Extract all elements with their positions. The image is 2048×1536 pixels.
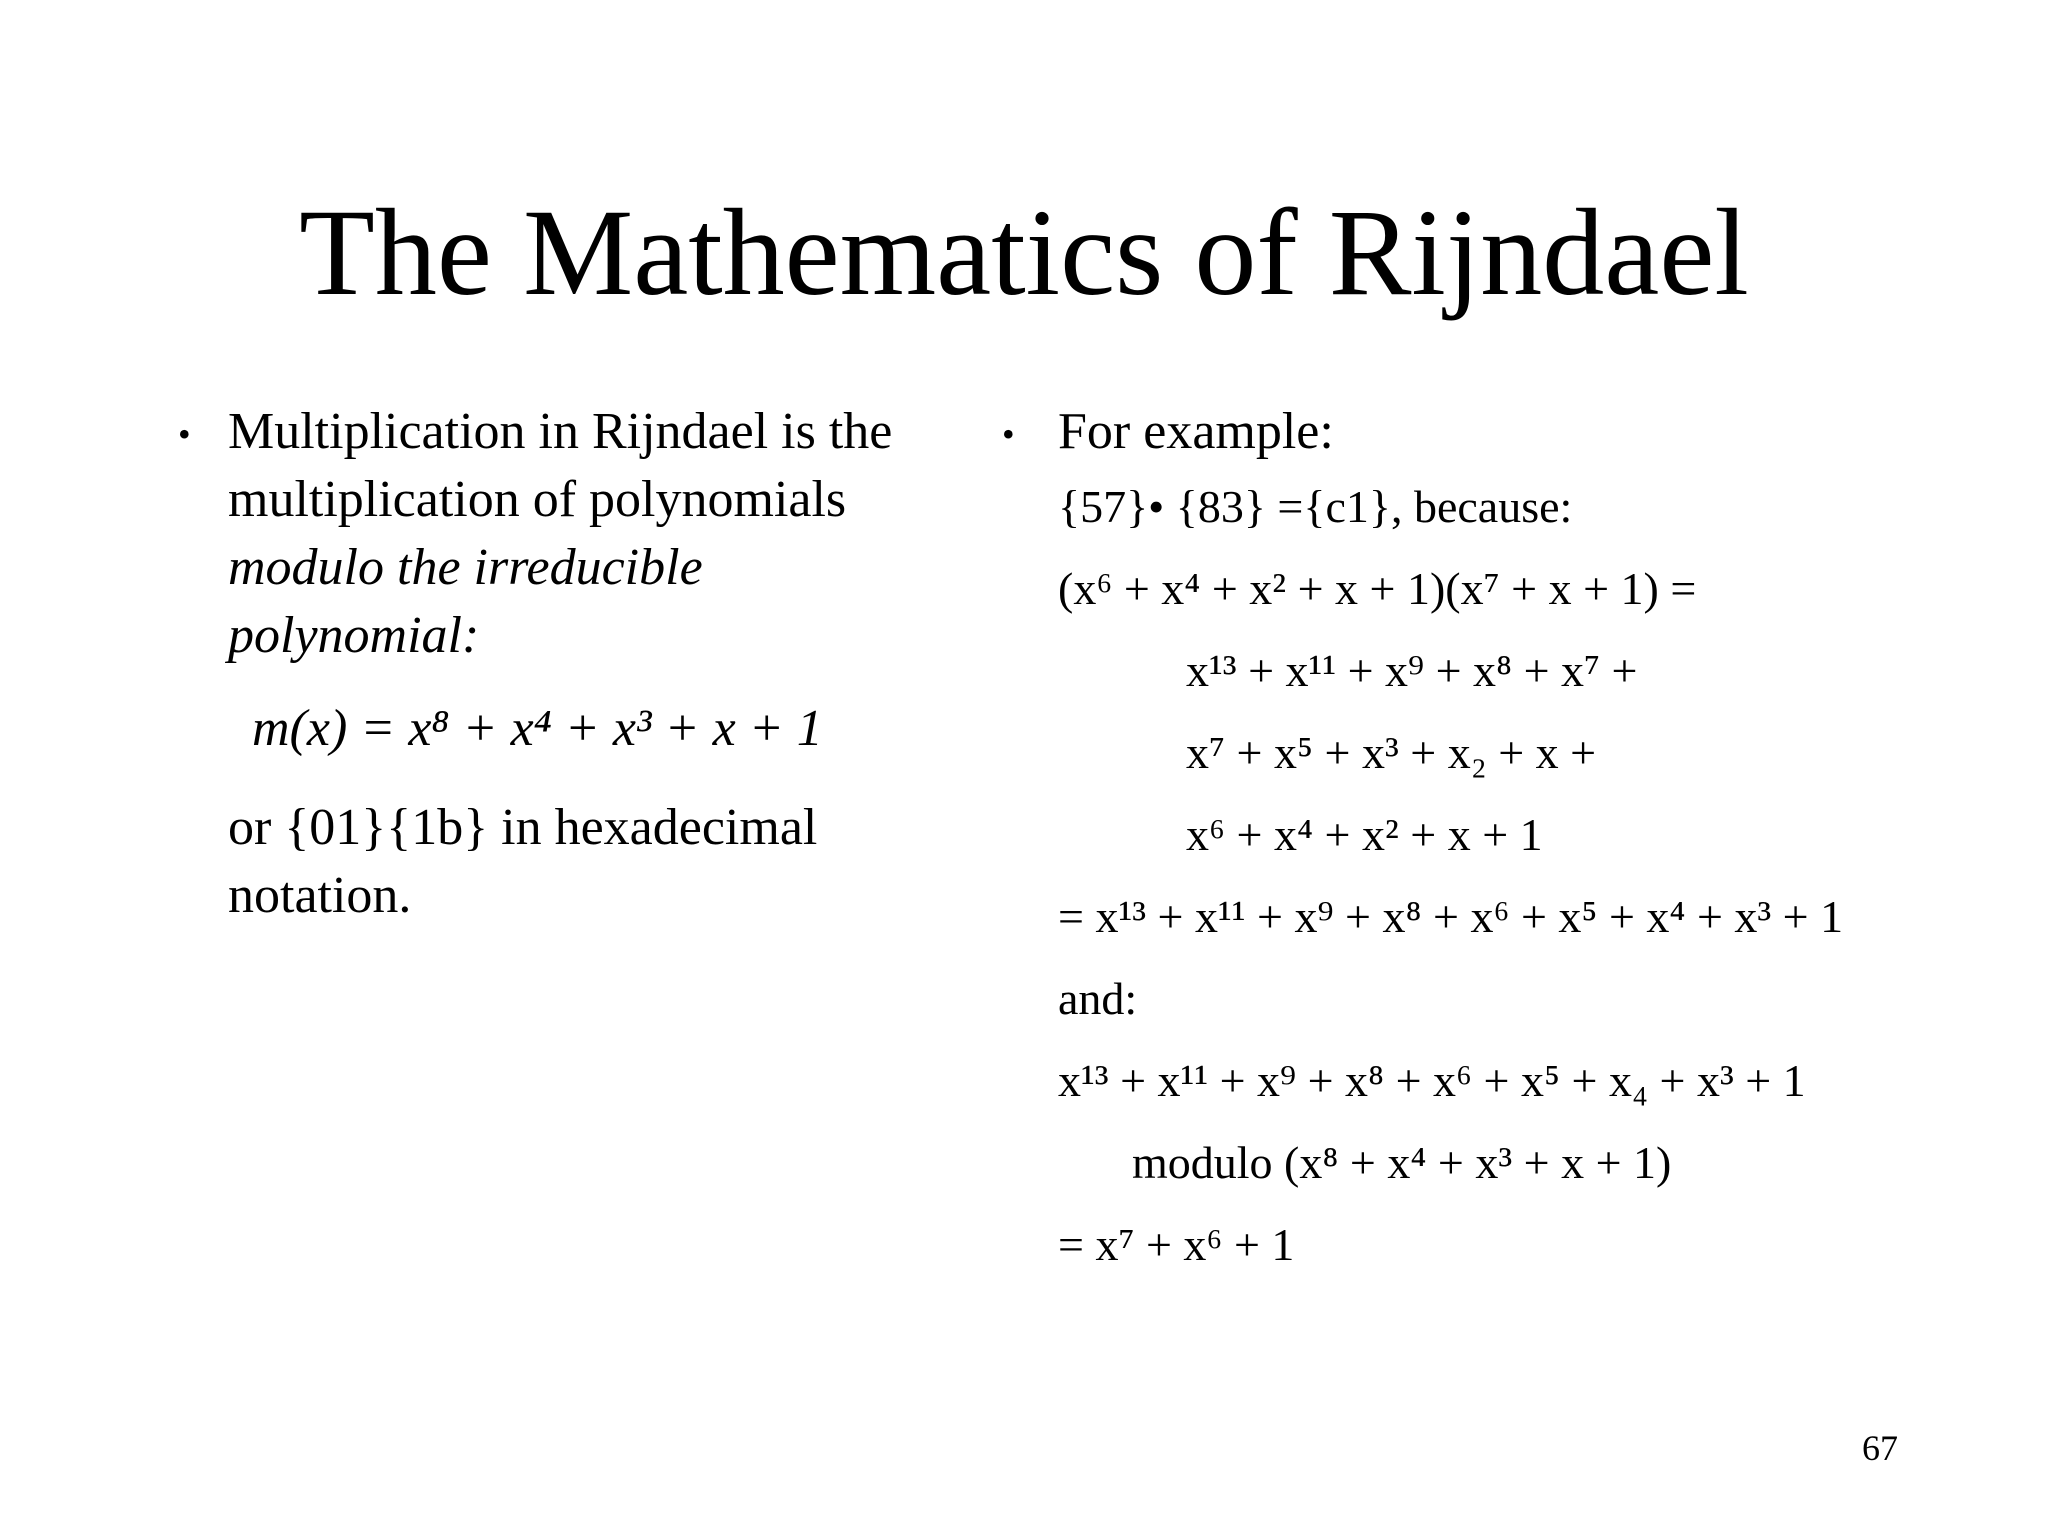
example-line-10: = x⁷ + x⁶ + 1 xyxy=(1058,1219,1295,1270)
example-line-8: x¹³ + x¹¹ + x⁹ + x⁸ + x⁶ + x⁵ + x₄ + x³ + 1 xyxy=(1058,1055,1806,1106)
example-line-9: modulo (x⁸ + x⁴ + x³ + x + 1) xyxy=(1132,1137,1672,1188)
example-line-4: x⁷ + x⁵ + x³ + x₂ + x + xyxy=(1186,727,1597,778)
example-line-5: x⁶ + x⁴ + x² + x + 1 xyxy=(1186,809,1543,860)
page-number: 67 xyxy=(1862,1428,1898,1468)
example-heading: For example: xyxy=(1058,403,1334,460)
left-line-4: polynomial: xyxy=(228,607,480,664)
slide-title: The Mathematics of Rijndael xyxy=(299,184,1749,321)
right-bullet: • xyxy=(1002,414,1015,454)
left-line-2: multiplication of polynomials xyxy=(228,471,847,528)
example-line-6: = x¹³ + x¹¹ + x⁹ + x⁸ + x⁶ + x⁵ + x⁴ + x³ + 1 xyxy=(1058,891,1844,942)
example-line-7: and: xyxy=(1058,973,1138,1024)
example-line-3: x¹³ + x¹¹ + x⁹ + x⁸ + x⁷ + xyxy=(1186,645,1638,696)
left-line-6: notation. xyxy=(228,867,412,924)
left-line-1: Multiplication in Rijndael is the xyxy=(228,403,893,460)
irreducible-polynomial-formula: m(x) = x⁸ + x⁴ + x³ + x + 1 xyxy=(252,700,823,757)
left-line-5: or {01}{1b} in hexadecimal xyxy=(228,799,818,856)
left-column xyxy=(228,398,988,930)
right-column xyxy=(1058,398,1978,1286)
left-line-3: modulo the irreducible xyxy=(228,539,703,596)
left-bullet: • xyxy=(178,414,191,454)
example-line-2: (x⁶ + x⁴ + x² + x + 1)(x⁷ + x + 1) = xyxy=(1058,563,1697,614)
example-line-1: {57}• {83} ={c1}, because: xyxy=(1058,481,1573,532)
